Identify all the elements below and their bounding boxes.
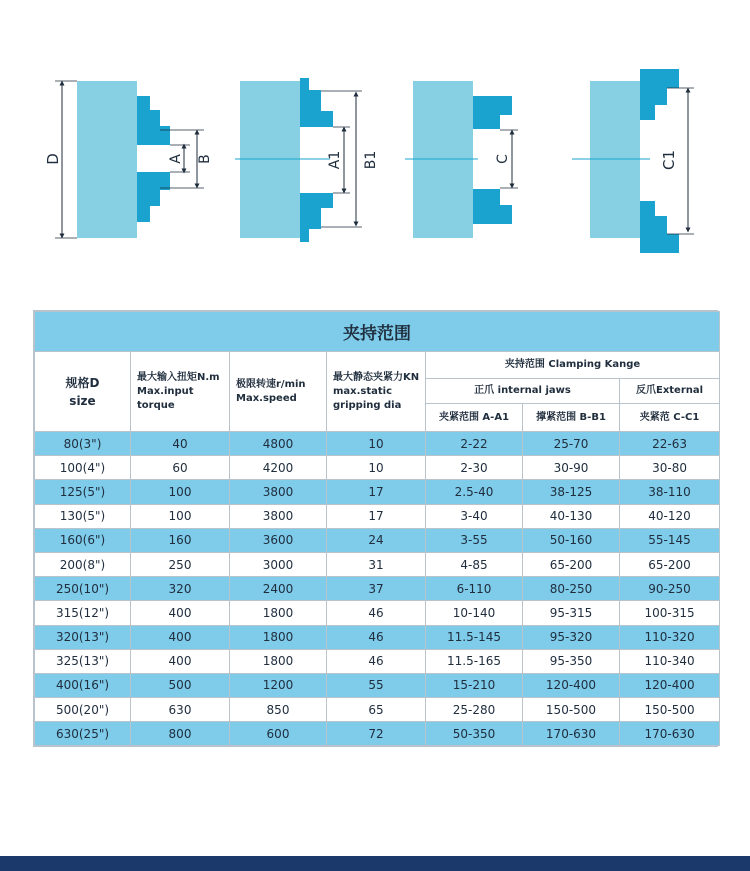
cell-range-a-a1: 6-110 bbox=[426, 577, 523, 601]
cell-torque: 800 bbox=[131, 722, 230, 746]
cell-grip-force: 72 bbox=[327, 722, 426, 746]
cell-torque: 630 bbox=[131, 698, 230, 722]
diagram-d-a-b bbox=[44, 81, 213, 238]
cell-torque: 400 bbox=[131, 601, 230, 625]
cell-range-b-b1: 120-400 bbox=[523, 673, 620, 697]
cell-size: 80(3") bbox=[35, 432, 131, 456]
cell-size: 325(13") bbox=[35, 649, 131, 673]
table-row bbox=[35, 528, 720, 552]
cell-range-a-a1: 11.5-145 bbox=[426, 625, 523, 649]
cell-range-b-b1: 95-320 bbox=[523, 625, 620, 649]
table-title: 夹持范围 bbox=[35, 312, 720, 352]
cell-size: 630(25") bbox=[35, 722, 131, 746]
cell-range-c-c1: 110-340 bbox=[620, 649, 720, 673]
header-external-jaws: 反爪External bbox=[620, 379, 720, 404]
table-row bbox=[35, 456, 720, 480]
label-b: B bbox=[197, 154, 213, 164]
cell-size: 320(13") bbox=[35, 625, 131, 649]
cell-torque: 500 bbox=[131, 673, 230, 697]
upper-jaw bbox=[640, 69, 679, 120]
upper-jaw bbox=[473, 96, 512, 129]
cell-range-a-a1: 11.5-165 bbox=[426, 649, 523, 673]
cell-speed: 3600 bbox=[230, 528, 327, 552]
cell-speed: 4200 bbox=[230, 456, 327, 480]
upper-jaw bbox=[300, 78, 333, 127]
cell-range-c-c1: 40-120 bbox=[620, 504, 720, 528]
cell-range-a-a1: 3-40 bbox=[426, 504, 523, 528]
header-torque-en: Max.input torque bbox=[137, 385, 194, 411]
clamping-range-table bbox=[33, 310, 718, 747]
cell-grip-force: 17 bbox=[327, 504, 426, 528]
cell-grip-force: 37 bbox=[327, 577, 426, 601]
cell-size: 100(4") bbox=[35, 456, 131, 480]
cell-size: 125(5") bbox=[35, 480, 131, 504]
cell-torque: 40 bbox=[131, 432, 230, 456]
cell-range-b-b1: 150-500 bbox=[523, 698, 620, 722]
cell-range-c-c1: 110-320 bbox=[620, 625, 720, 649]
cell-speed: 3800 bbox=[230, 504, 327, 528]
cell-range-a-a1: 4-85 bbox=[426, 552, 523, 576]
cell-grip-force: 10 bbox=[327, 432, 426, 456]
cell-grip-force: 24 bbox=[327, 528, 426, 552]
header-grip-cn: 最大静态夹紧力KN bbox=[333, 371, 420, 383]
cell-torque: 320 bbox=[131, 577, 230, 601]
cell-size: 200(8") bbox=[35, 552, 131, 576]
cell-range-b-b1: 65-200 bbox=[523, 552, 620, 576]
chuck-body bbox=[77, 81, 137, 238]
cell-torque: 160 bbox=[131, 528, 230, 552]
cell-grip-force: 31 bbox=[327, 552, 426, 576]
header-torque-cn: 最大输入扭矩N.m bbox=[137, 371, 220, 383]
cell-speed: 1800 bbox=[230, 625, 327, 649]
lower-jaw bbox=[137, 172, 170, 222]
cell-grip-force: 46 bbox=[327, 601, 426, 625]
table-row bbox=[35, 432, 720, 456]
cell-range-b-b1: 170-630 bbox=[523, 722, 620, 746]
cell-speed: 850 bbox=[230, 698, 327, 722]
cell-range-c-c1: 150-500 bbox=[620, 698, 720, 722]
upper-jaw bbox=[137, 96, 170, 145]
table-row bbox=[35, 649, 720, 673]
table-row bbox=[35, 601, 720, 625]
cell-grip-force: 46 bbox=[327, 649, 426, 673]
cell-grip-force: 65 bbox=[327, 698, 426, 722]
header-range-a-a1: 夹紧范围 A-A1 bbox=[426, 404, 523, 432]
cell-range-a-a1: 25-280 bbox=[426, 698, 523, 722]
cell-size: 130(5") bbox=[35, 504, 131, 528]
cell-grip-force: 46 bbox=[327, 625, 426, 649]
cell-range-c-c1: 170-630 bbox=[620, 722, 720, 746]
cell-speed: 3800 bbox=[230, 480, 327, 504]
diagram-c1 bbox=[572, 69, 694, 253]
cell-range-a-a1: 15-210 bbox=[426, 673, 523, 697]
cell-torque: 250 bbox=[131, 552, 230, 576]
table-row bbox=[35, 577, 720, 601]
label-a: A bbox=[168, 154, 184, 164]
cell-speed: 3000 bbox=[230, 552, 327, 576]
label-b1: B1 bbox=[363, 150, 379, 170]
label-a1: A1 bbox=[327, 150, 343, 170]
header-grip-en2: gripping dia bbox=[333, 399, 402, 411]
cell-range-a-a1: 2-30 bbox=[426, 456, 523, 480]
cell-size: 500(20") bbox=[35, 698, 131, 722]
cell-range-a-a1: 50-350 bbox=[426, 722, 523, 746]
cell-speed: 1800 bbox=[230, 601, 327, 625]
table-row bbox=[35, 673, 720, 697]
cell-size: 315(12") bbox=[35, 601, 131, 625]
header-clamping-range: 夹持范围 Clamping Kange bbox=[426, 352, 720, 379]
cell-grip-force: 55 bbox=[327, 673, 426, 697]
cell-range-a-a1: 3-55 bbox=[426, 528, 523, 552]
header-size-cn: 规格D bbox=[65, 375, 100, 390]
header-grip-en1: max.static bbox=[333, 385, 393, 397]
header-range-b-b1: 撑紧范围 B-B1 bbox=[523, 404, 620, 432]
header-torque bbox=[131, 352, 230, 432]
cell-torque: 400 bbox=[131, 625, 230, 649]
table-row bbox=[35, 504, 720, 528]
cell-range-b-b1: 95-315 bbox=[523, 601, 620, 625]
cell-speed: 1800 bbox=[230, 649, 327, 673]
header-speed-cn: 极限转速r/min bbox=[236, 378, 306, 390]
table-row bbox=[35, 480, 720, 504]
cell-range-b-b1: 50-160 bbox=[523, 528, 620, 552]
cell-speed: 4800 bbox=[230, 432, 327, 456]
diagram-c bbox=[405, 81, 518, 238]
table-row bbox=[35, 698, 720, 722]
header-grip bbox=[327, 352, 426, 432]
cell-range-c-c1: 30-80 bbox=[620, 456, 720, 480]
cell-range-b-b1: 40-130 bbox=[523, 504, 620, 528]
cell-range-c-c1: 55-145 bbox=[620, 528, 720, 552]
label-c1: C1 bbox=[660, 149, 678, 171]
cell-speed: 1200 bbox=[230, 673, 327, 697]
cell-grip-force: 17 bbox=[327, 480, 426, 504]
label-c: C bbox=[495, 154, 511, 164]
cell-torque: 100 bbox=[131, 480, 230, 504]
cell-range-c-c1: 120-400 bbox=[620, 673, 720, 697]
cell-range-a-a1: 10-140 bbox=[426, 601, 523, 625]
lower-jaw bbox=[473, 189, 512, 224]
cell-range-b-b1: 80-250 bbox=[523, 577, 620, 601]
cell-size: 250(10") bbox=[35, 577, 131, 601]
cell-range-b-b1: 25-70 bbox=[523, 432, 620, 456]
header-speed bbox=[230, 352, 327, 432]
cell-range-b-b1: 95-350 bbox=[523, 649, 620, 673]
label-d: D bbox=[44, 153, 62, 165]
cell-range-c-c1: 38-110 bbox=[620, 480, 720, 504]
cell-range-b-b1: 30-90 bbox=[523, 456, 620, 480]
cell-range-c-c1: 100-315 bbox=[620, 601, 720, 625]
diagram-svg bbox=[0, 0, 750, 300]
cell-range-c-c1: 65-200 bbox=[620, 552, 720, 576]
cell-torque: 60 bbox=[131, 456, 230, 480]
table-row bbox=[35, 625, 720, 649]
cell-range-a-a1: 2-22 bbox=[426, 432, 523, 456]
cell-torque: 100 bbox=[131, 504, 230, 528]
chuck-diagrams bbox=[0, 0, 750, 300]
cell-range-a-a1: 2.5-40 bbox=[426, 480, 523, 504]
cell-grip-force: 10 bbox=[327, 456, 426, 480]
diagram-a1-b1 bbox=[235, 78, 379, 242]
cell-range-b-b1: 38-125 bbox=[523, 480, 620, 504]
bottom-bar bbox=[0, 856, 750, 871]
cell-speed: 2400 bbox=[230, 577, 327, 601]
header-size-en: size bbox=[69, 393, 96, 408]
lower-jaw bbox=[300, 193, 333, 242]
cell-range-c-c1: 22-63 bbox=[620, 432, 720, 456]
table-row bbox=[35, 722, 720, 746]
table-body bbox=[35, 432, 720, 746]
table-row bbox=[35, 552, 720, 576]
cell-torque: 400 bbox=[131, 649, 230, 673]
cell-range-c-c1: 90-250 bbox=[620, 577, 720, 601]
header-size bbox=[35, 352, 131, 432]
cell-size: 400(16") bbox=[35, 673, 131, 697]
cell-speed: 600 bbox=[230, 722, 327, 746]
header-range-c-c1: 夹紧范 C-C1 bbox=[620, 404, 720, 432]
cell-size: 160(6") bbox=[35, 528, 131, 552]
header-internal-jaws: 正爪 internal jaws bbox=[426, 379, 620, 404]
header-speed-en: Max.speed bbox=[236, 392, 297, 404]
lower-jaw bbox=[640, 201, 679, 253]
